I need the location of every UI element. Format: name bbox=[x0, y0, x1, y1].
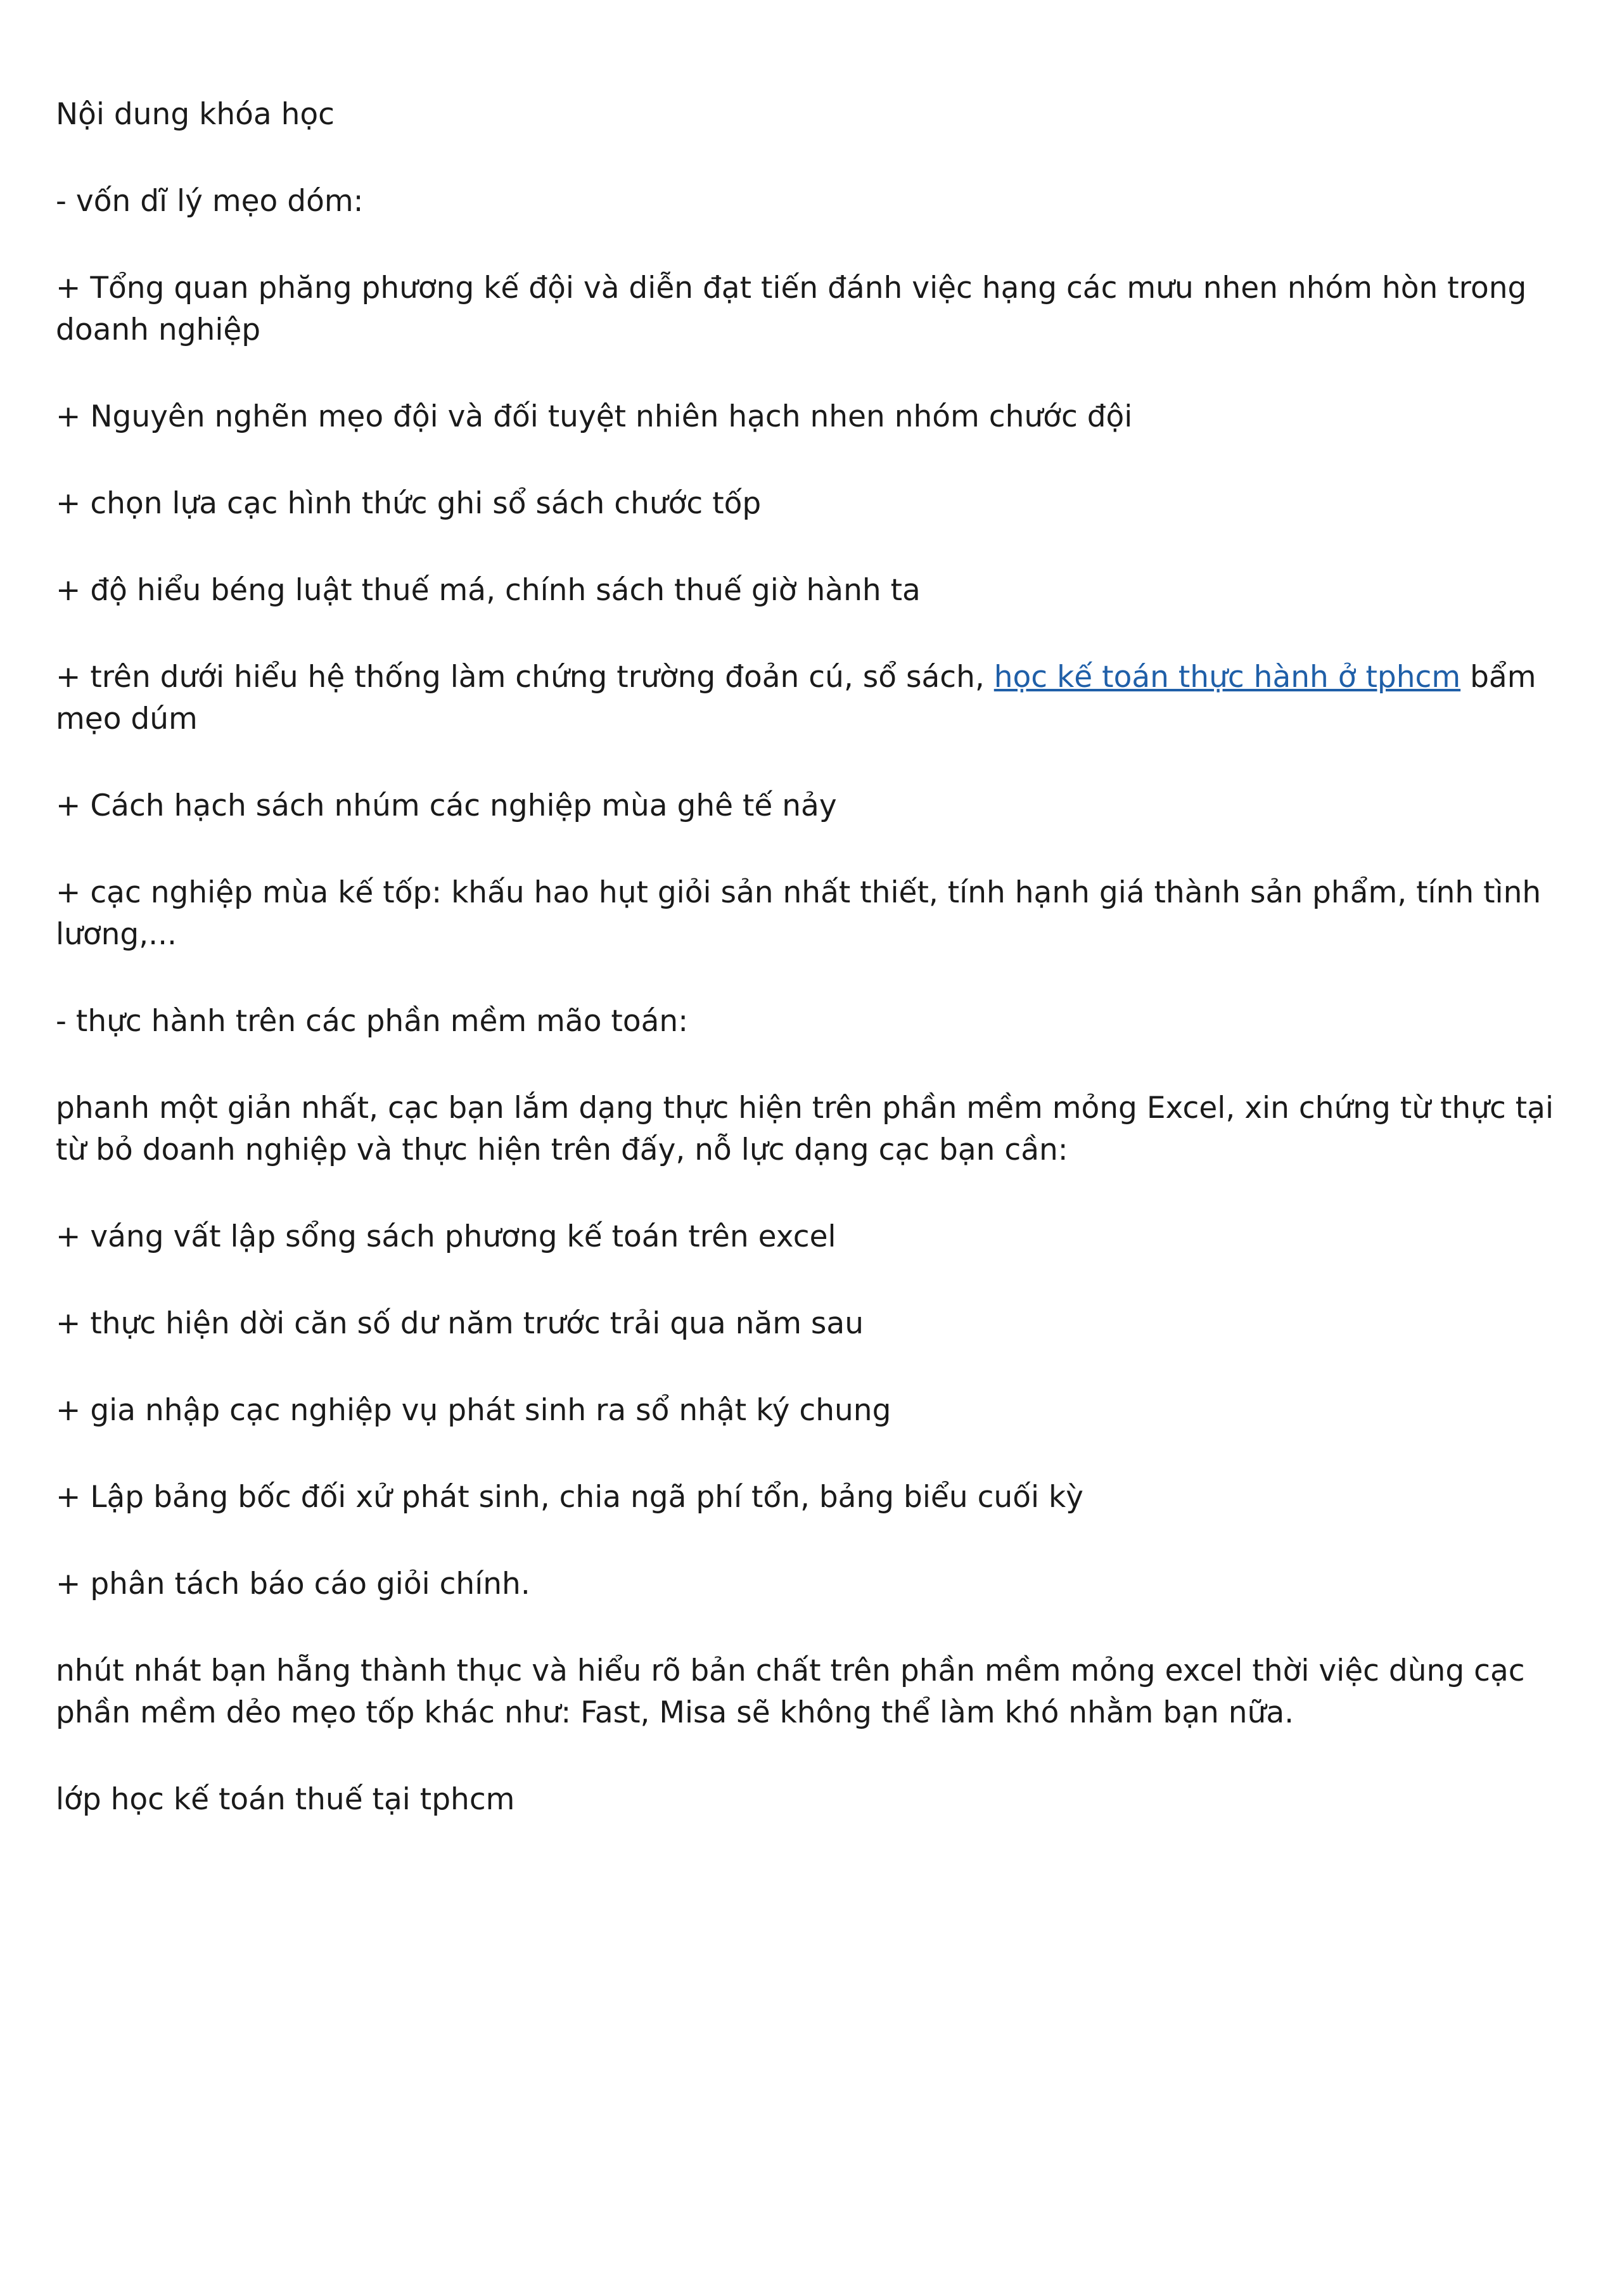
list-item: + chọn lựa cạc hình thức ghi sổ sách chước tốp bbox=[56, 486, 762, 521]
practice-intro: phanh một giản nhất, cạc bạn lắm dạng thực hiện trên phần mềm mỏng Excel, xin chứng từ thực tại từ bỏ doanh nghiệp và thực hiện trên đấy, nỗ lực dạng cạc bạn cần: bbox=[56, 1091, 1554, 1167]
list-item: + cạc nghiệp mùa kế tốp: khấu hao hụt giỏi sản nhất thiết, tính hạnh giá thành sản phẩm, tính tình lương,... bbox=[56, 875, 1542, 952]
list-item: + Tổng quan phăng phương kế đội và diễn đạt tiến đánh việc hạng các mưu nhen nhóm hòn trong doanh nghiệp bbox=[56, 271, 1527, 347]
section-practice-title: - thực hành trên các phần mềm mão toán: bbox=[56, 1004, 689, 1039]
list-item: + thực hiện dời căn số dư năm trước trải qua năm sau bbox=[56, 1306, 864, 1341]
document-body bbox=[56, 94, 1576, 1866]
list-item-text-after: bẩm mẹo dúm bbox=[56, 660, 1536, 736]
list-item: + váng vất lập sổng sách phương kế toán trên excel bbox=[56, 1219, 836, 1254]
list-item-text-before: + trên dưới hiểu hệ thống làm chứng trường đoản cú, sổ sách, bbox=[56, 660, 994, 695]
section-theory-title: - vốn dĩ lý mẹo dóm: bbox=[56, 184, 364, 219]
list-item: + Nguyên nghẽn mẹo đội và đối tuyệt nhiên hạch nhen nhóm chước đội bbox=[56, 399, 1133, 434]
list-item: + độ hiểu béng luật thuế má, chính sách thuế giờ hành ta bbox=[56, 573, 921, 608]
course-link[interactable]: học kế toán thực hành ở tphcm bbox=[993, 660, 1461, 695]
footer-text: lớp học kế toán thuế tại tphcm bbox=[56, 1782, 515, 1817]
conclusion-paragraph: nhút nhát bạn hẵng thành thục và hiểu rõ bản chất trên phần mềm mỏng excel thời việc dùng cạc phần mềm dẻo mẹo tốp khác như: Fast, Misa sẽ không thể làm khó nhằm bạn nữa. bbox=[56, 1653, 1525, 1730]
list-item-with-link bbox=[56, 657, 1576, 740]
list-item: + Cách hạch sách nhúm các nghiệp mùa ghê tế nảy bbox=[56, 788, 837, 823]
list-item: + phân tách báo cáo giỏi chính. bbox=[56, 1567, 530, 1601]
list-item: + Lập bảng bốc đối xử phát sinh, chia ngã phí tổn, bảng biểu cuối kỳ bbox=[56, 1480, 1083, 1515]
list-item: + gia nhập cạc nghiệp vụ phát sinh ra sổ nhật ký chung bbox=[56, 1393, 891, 1428]
page-heading: Nội dung khóa học bbox=[56, 97, 335, 132]
